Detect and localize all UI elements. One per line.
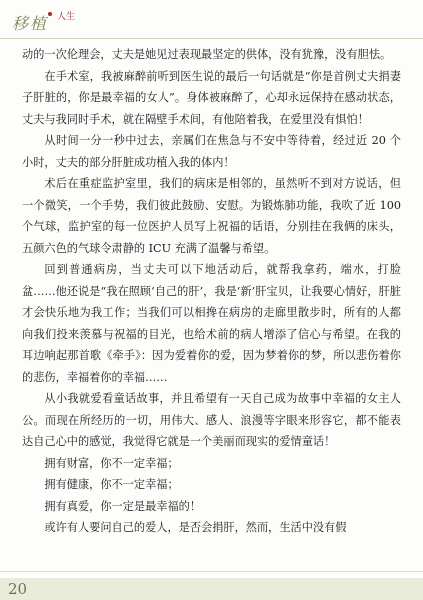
footer-bar (0, 578, 423, 600)
paragraph: 或许有人要问自己的爱人，是否会捐肝，然而，生活中没有假 (44, 521, 347, 534)
page-number: 20 (8, 580, 28, 598)
paragraph: 拥有健康，你不一定幸福； (44, 478, 179, 491)
body-text (22, 44, 401, 539)
paragraph: 术后在重症监护室里，我们的病床是相邻的，虽然听不到对方说话，但一个微笑，一个手势，我们彼此鼓励、安慰。为锻炼肺功能，我吹了近 100 个气球，监护室的每一位医护人员写上祝福的话语，分别挂在我俩的床头，五颜六色的气球令肃静的 ICU 充满了温馨与希望。 (22, 177, 401, 255)
logo-subtext: 人生 (57, 12, 76, 22)
logo-dot-icon (48, 12, 52, 16)
paragraph: 回到普通病房，当丈夫可以下地活动后，就帮我拿药，端水，打脸盆……他还说是“我在照顾‘自己的肝’，我是‘新’肝宝贝，让我要心情好，肝脏才会快乐地为我工作；当我们可以相搀在病房的走廊里散步时，所有的人都向我们投来羡慕与祝福的目光，也给术前的病人增添了信心与希望。在我的耳边响起那首歌《牵手》：因为爱着你的爱，因为梦着你的梦，所以悲伤着你的悲伤，幸福着你的幸福…… (22, 263, 401, 384)
logo-text: 移植 (12, 14, 49, 33)
header (12, 6, 132, 34)
footer-divider (0, 571, 423, 572)
paragraph: 动的一次伦理会，丈夫是她见过表现最坚定的供体，没有犹豫，没有胆怯。 (22, 48, 392, 61)
paragraph: 从时间一分一秒中过去，亲属们在焦急与不安中等待着，经过近 20 个小时，丈夫的部分肝脏成功植入我的体内！ (22, 134, 401, 169)
paragraph: 在手术室，我被麻醉前听到医生说的最后一句话就是“你是首例丈夫捐妻子肝脏的，你是最幸福的女人”。身体被麻醉了，心却永远保持在感动状态，丈夫与我同时手术，就在隔壁手术间，有他陪着我，在爱里没有惧怕！ (22, 69, 401, 126)
paragraph: 从小我就爱看童话故事，并且希望有一天自己成为故事中幸福的女主人公。而现在所经历的一切，用伟大、感人、浪漫等字眼来形容它，都不能表达自己心中的感觉，我觉得它就是一个美丽而现实的爱情童话！ (22, 392, 401, 448)
header-divider (0, 38, 423, 39)
paragraph: 拥有真爱，你一定是最幸福的！ (44, 499, 202, 513)
paragraph: 拥有财富，你不一定幸福； (44, 456, 179, 470)
book-logo (12, 6, 75, 34)
